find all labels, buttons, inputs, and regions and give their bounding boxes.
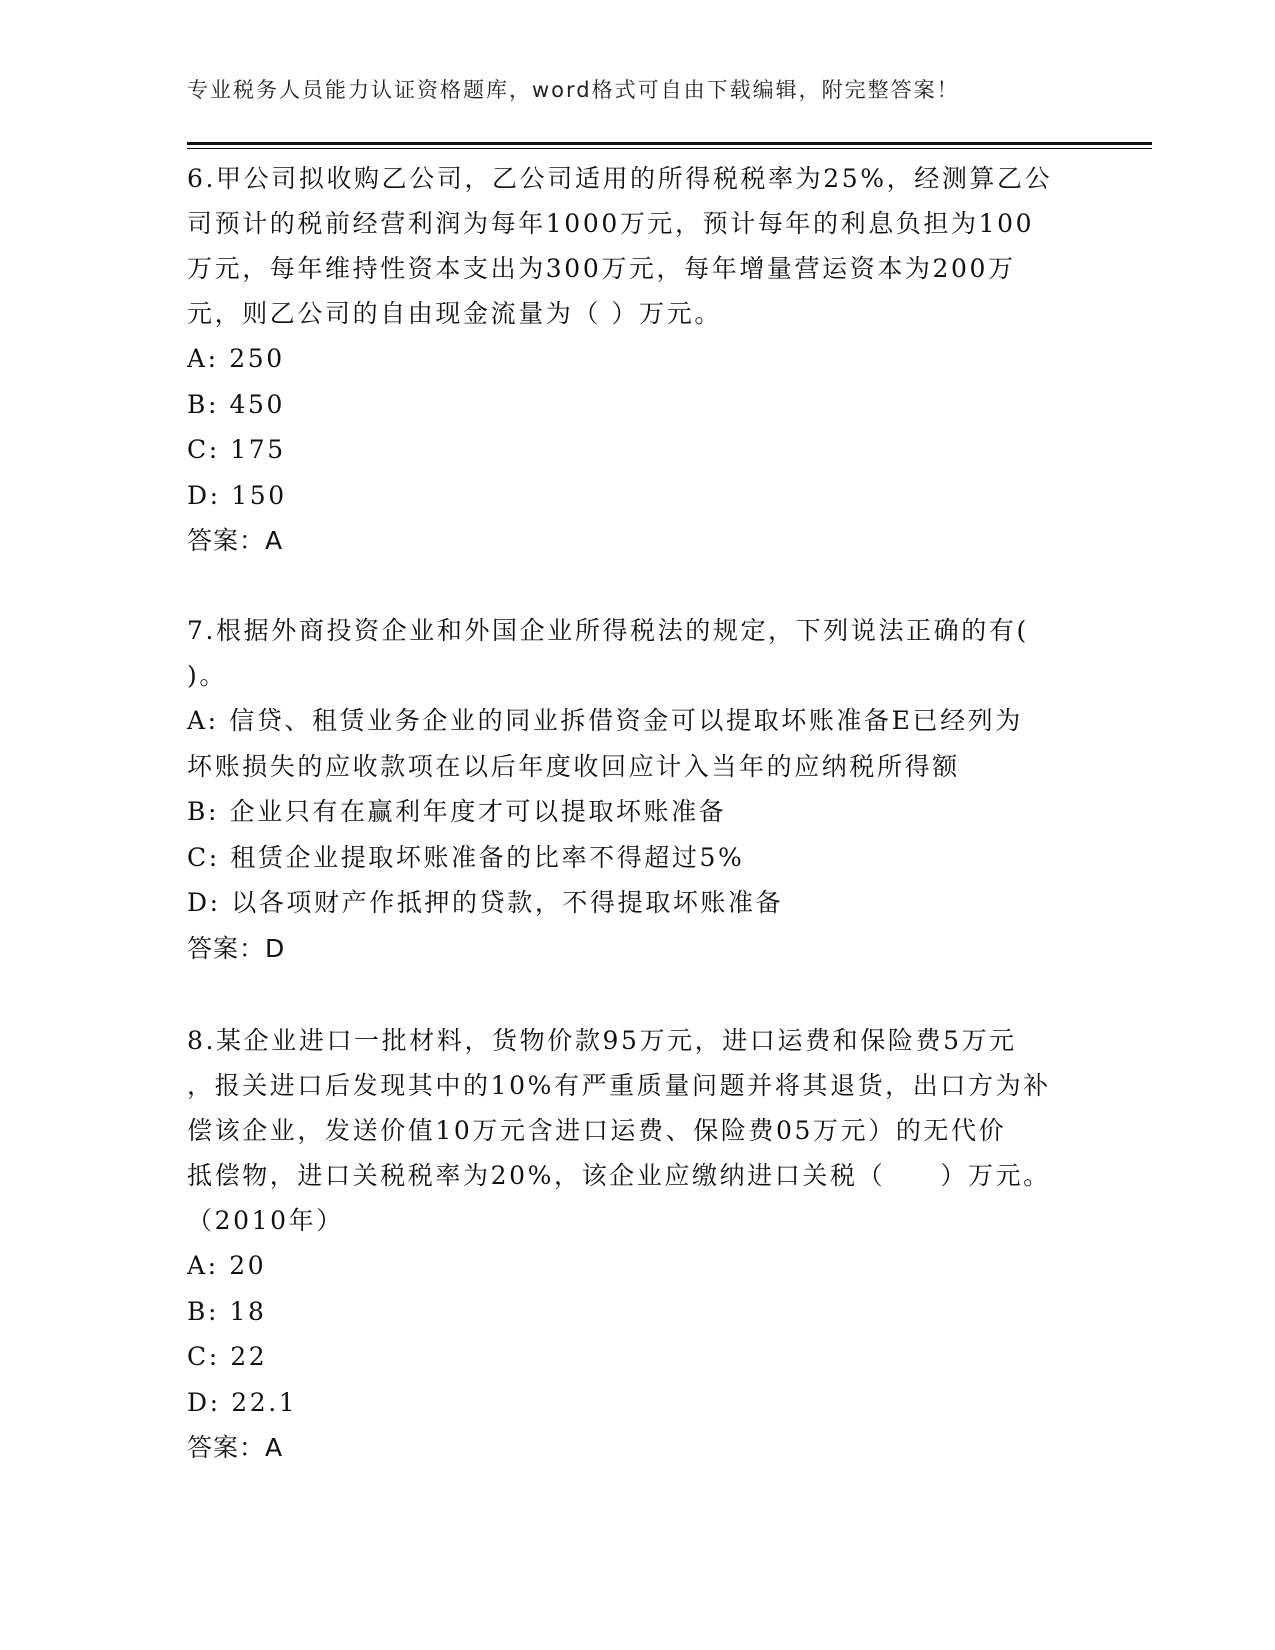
option-d: D: 以各项财产作抵押的贷款，不得提取坏账准备 xyxy=(187,888,784,917)
option-d: D: 150 xyxy=(187,480,287,510)
option-a: A: 20 xyxy=(187,1251,267,1280)
question-8 xyxy=(187,1018,1077,1470)
answer: 答案：A xyxy=(187,1433,284,1462)
option-c: C: 22 xyxy=(187,1342,268,1371)
page-header: 专业税务人员能力认证资格题库，word格式可自由下载编辑，附完整答案！ xyxy=(187,78,960,102)
question-text: 7.根据外商投资企业和外国企业所得税法的规定，下列说法正确的有( )。 xyxy=(187,616,1029,690)
question-text: 6.甲公司拟收购乙公司，乙公司适用的所得税税率为25%，经测算乙公 司预计的税前经营利润为每年1000万元，预计每年的利息负担为100 万元，每年维持性资本支出为300万元，每年增量营运资本为200万 元，则乙公司的自由现金流量为（ ）万元。 xyxy=(187,164,1053,328)
answer: 答案：D xyxy=(187,933,286,963)
option-a: A: 信贷、租赁业务企业的同业拆借资金可以提取坏账准备E已经列为 坏账损失的应收款项在以后年度收回应计入当年的应纳税所得额 xyxy=(187,706,1023,781)
option-b: B: 450 xyxy=(187,389,286,419)
answer: 答案：A xyxy=(187,526,284,555)
option-d: D: 22.1 xyxy=(187,1387,298,1417)
header-rule-thick xyxy=(187,142,1152,145)
option-b: B: 企业只有在赢利年度才可以提取坏账准备 xyxy=(187,797,727,826)
option-b: B: 18 xyxy=(187,1296,267,1326)
question-text: 8.某企业进口一批材料，货物价款95万元，进口运费和保险费5万元 ，报关进口后发现其中的10%有严重质量问题并将其退货，出口方为补 偿该企业，发送价值10万元含进口运费、保险费05万元）的无代价 抵偿物，进口关税税率为20%，该企业应缴纳进口关税（ ）万元。 （2010年） xyxy=(187,1026,1051,1235)
question-7 xyxy=(187,608,1077,971)
option-c: C: 租赁企业提取坏账准备的比率不得超过5% xyxy=(187,842,745,872)
header-rule-thin xyxy=(187,148,1152,149)
question-6 xyxy=(187,156,1077,563)
option-c: C: 175 xyxy=(187,435,286,464)
option-a: A: 250 xyxy=(187,344,285,373)
